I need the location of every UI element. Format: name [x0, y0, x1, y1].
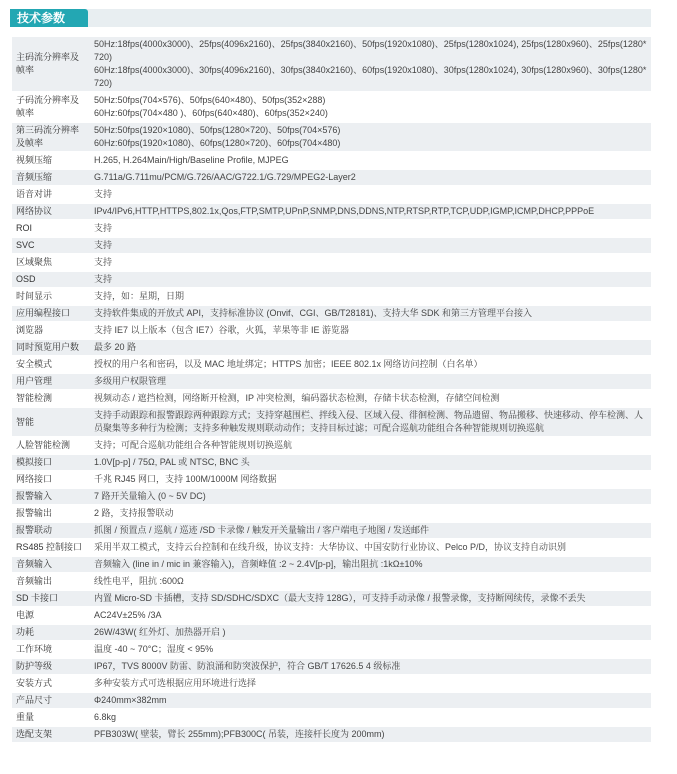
spec-row	[12, 693, 651, 708]
spec-value	[89, 608, 651, 623]
spec-value	[89, 591, 651, 606]
spec-row	[12, 391, 651, 406]
spec-value	[89, 676, 651, 691]
spec-label: 视频压缩	[12, 153, 89, 168]
spec-row	[12, 357, 651, 372]
spec-value	[89, 472, 651, 487]
spec-value	[89, 642, 651, 657]
spec-value-line: 线性电平，阻抗 :600Ω	[94, 576, 184, 586]
spec-value-line: 采用半双工模式，支持云台控制和在线升级，协议支持：大华协议、中国安防行业协议、Pelco P/D，协议支持自动识别	[94, 542, 567, 552]
spec-label: 网络协议	[12, 204, 89, 219]
spec-value-line: Φ240mm×382mm	[94, 695, 167, 705]
spec-row	[12, 323, 651, 338]
spec-value-line: AC24V±25% /3A	[94, 610, 162, 620]
spec-label: 音频输入	[12, 557, 89, 572]
spec-value-line: 2 路，支持报警联动	[94, 508, 174, 518]
spec-label: ROI	[12, 221, 89, 236]
spec-row	[12, 340, 651, 355]
spec-value-line: 7 路开关量输入 (0 ~ 5V DC)	[94, 491, 206, 501]
spec-value	[89, 455, 651, 470]
spec-value-line: 50Hz:50fps(1920×1080)、50fps(1280×720)、50fps(704×576)	[94, 125, 341, 135]
spec-value-line: 支持	[94, 257, 113, 267]
spec-value	[89, 391, 651, 406]
spec-label: RS485 控制接口	[12, 540, 89, 555]
spec-value	[89, 153, 651, 168]
spec-row	[12, 625, 651, 640]
spec-value-line: 音频输入 (line in / mic in 兼容输入)，音频峰值 :2 ~ 2.4V[p-p]，输出阻抗 :1kΩ±10%	[94, 559, 423, 569]
spec-value-line: 抓图 / 预置点 / 巡航 / 巡迹 /SD 卡录像 / 触发开关量输出 / 客户端电子地图 / 发送邮件	[94, 525, 430, 535]
spec-value	[89, 255, 651, 270]
spec-row	[12, 306, 651, 321]
spec-value-line: 支持	[94, 240, 113, 250]
spec-value	[89, 625, 651, 640]
spec-label: 时间显示	[12, 289, 89, 304]
spec-value-line: 授权的用户名和密码，以及 MAC 地址绑定；HTTPS 加密；IEEE 802.1x 网络访问控制（白名单）	[94, 359, 483, 369]
spec-label: 安全模式	[12, 357, 89, 372]
spec-value	[89, 506, 651, 521]
spec-value	[89, 238, 651, 253]
spec-value-line: 支持	[94, 189, 113, 199]
spec-label: 区域聚焦	[12, 255, 89, 270]
spec-label: 用户管理	[12, 374, 89, 389]
spec-row	[12, 676, 651, 691]
spec-label: 网络接口	[12, 472, 89, 487]
spec-value	[89, 204, 651, 219]
spec-value	[89, 574, 651, 589]
spec-value	[89, 123, 651, 151]
spec-value-line: 内置 Micro-SD 卡插槽，支持 SD/SDHC/SDXC（最大支持 128G），可支持手动录像 / 报警录像，支持断网续传，录像不丢失	[94, 593, 586, 603]
spec-row	[12, 408, 651, 436]
spec-label: 防护等级	[12, 659, 89, 674]
spec-value-line: 50Hz:50fps(704×576)、50fps(640×480)、50fps(352×288)	[94, 95, 326, 105]
spec-value-line: 1.0V[p-p] / 75Ω, PAL 或 NTSC, BNC 头	[94, 457, 250, 467]
spec-row	[12, 170, 651, 185]
spec-value-line: 支持 IE7 以上版本（包含 IE7）谷歌，火狐，苹果等非 IE 游览器	[94, 325, 350, 335]
spec-value-line: 多种安装方式可选根据应用环境进行选择	[94, 678, 257, 688]
spec-value	[89, 693, 651, 708]
spec-value	[89, 221, 651, 236]
spec-value	[89, 340, 651, 355]
spec-value	[89, 170, 651, 185]
spec-row	[12, 591, 651, 606]
spec-label: 产品尺寸	[12, 693, 89, 708]
spec-label: 同时预览用户数	[12, 340, 89, 355]
spec-value-line: PFB303W( 壁装，臂长 255mm);PFB300C( 吊装，连接杆长度为 200mm)	[94, 729, 385, 739]
spec-value-line: 支持	[94, 223, 113, 233]
spec-label: 电源	[12, 608, 89, 623]
spec-label: 重量	[12, 710, 89, 725]
spec-row	[12, 523, 651, 538]
spec-value-line: IP67，TVS 8000V 防雷、防浪涌和防突波保护，符合 GB/T 17626.5 4 级标准	[94, 661, 401, 671]
spec-label: OSD	[12, 272, 89, 287]
spec-row	[12, 272, 651, 287]
spec-value-line: 60Hz:18fps(4000x3000)、30fps(4096x2160)、30fps(3840x2160)、60fps(1920x1080)、30fps(1280x1024), 30fps(1280x960)、30fps(1280*720)	[94, 65, 647, 88]
spec-label: 语音对讲	[12, 187, 89, 202]
spec-value-line: 支持手动跟踪和报警跟踪两种跟踪方式；支持穿越围栏、拌线入侵、区域入侵、徘徊检测、物品遗留、物品搬移、快速移动、停车检测、人员聚集等多种行为检测；支持多种触发规则联动动作；支持目标过滤；可配合巡航功能组合各种智能规则切换巡航	[94, 410, 644, 433]
spec-row	[12, 93, 651, 121]
spec-value-line: 6.8kg	[94, 712, 117, 722]
spec-value	[89, 659, 651, 674]
spec-row	[12, 710, 651, 725]
spec-label: 报警输入	[12, 489, 89, 504]
spec-label: 功耗	[12, 625, 89, 640]
spec-value-line: 50Hz:18fps(4000x3000)、25fps(4096x2160)、25fps(3840x2160)、50fps(1920x1080)、25fps(1280x1024), 25fps(1280x960)、25fps(1280*720)	[94, 39, 647, 62]
spec-value	[89, 540, 651, 555]
spec-row	[12, 238, 651, 253]
spec-row	[12, 289, 651, 304]
spec-value	[89, 727, 651, 742]
spec-value-line: 支持	[94, 274, 113, 284]
spec-value-line: IPv4/IPv6,HTTP,HTTPS,802.1x,Qos,FTP,SMTP,UPnP,SNMP,DNS,DDNS,NTP,RTSP,RTP,TCP,UDP,IGMP,ICMP,DHCP,PPPoE	[94, 206, 595, 216]
spec-row	[12, 574, 651, 589]
spec-label: SVC	[12, 238, 89, 253]
spec-row	[12, 438, 651, 453]
spec-label: 工作环境	[12, 642, 89, 657]
spec-value-line: 千兆 RJ45 网口，支持 100M/1000M 网络数据	[94, 474, 277, 484]
spec-row	[12, 608, 651, 623]
spec-label: 主码流分辨率及帧率	[12, 37, 89, 91]
section-header-bar	[10, 9, 651, 27]
section-title: 技术参数	[10, 9, 88, 27]
spec-value-line: H.265, H.264Main/High/Baseline Profile, MJPEG	[94, 155, 289, 165]
spec-label: 音频输出	[12, 574, 89, 589]
spec-label: 智能检测	[12, 391, 89, 406]
spec-row	[12, 455, 651, 470]
spec-value	[89, 37, 651, 91]
spec-value-line: 60Hz:60fps(704×480 )、60fps(640×480)、60fps(352×240)	[94, 108, 328, 118]
spec-label: 子码流分辨率及帧率	[12, 93, 89, 121]
spec-label: 人脸智能检测	[12, 438, 89, 453]
spec-row	[12, 642, 651, 657]
spec-value-line: G.711a/G.711mu/PCM/G.726/AAC/G722.1/G.729/MPEG2-Layer2	[94, 172, 356, 182]
spec-value	[89, 710, 651, 725]
spec-row	[12, 727, 651, 742]
spec-row	[12, 472, 651, 487]
spec-value-line: 26W/43W( 红外灯、加热器开启 )	[94, 627, 226, 637]
spec-row	[12, 489, 651, 504]
spec-value	[89, 438, 651, 453]
spec-label: 应用编程接口	[12, 306, 89, 321]
spec-value	[89, 289, 651, 304]
spec-label: 音频压缩	[12, 170, 89, 185]
spec-value	[89, 306, 651, 321]
spec-value-line: 支持软件集成的开放式 API，支持标准协议 (Onvif、CGI、GB/T28181)、支持大华 SDK 和第三方管理平台接入	[94, 308, 533, 318]
spec-value	[89, 374, 651, 389]
spec-value	[89, 489, 651, 504]
spec-label: 浏览器	[12, 323, 89, 338]
spec-value-line: 支持，如：星期，日期	[94, 291, 185, 301]
spec-value	[89, 557, 651, 572]
spec-value	[89, 523, 651, 538]
spec-row	[12, 659, 651, 674]
spec-row	[12, 255, 651, 270]
spec-label: 报警输出	[12, 506, 89, 521]
spec-value-line: 视频动态 / 遮挡检测，网络断开检测，IP 冲突检测，编码器状态检测，存储卡状态检测，存储空间检测	[94, 393, 500, 403]
spec-value	[89, 93, 651, 121]
spec-value	[89, 272, 651, 287]
spec-value-line: 支持；可配合巡航功能组合各种智能规则切换巡航	[94, 440, 293, 450]
spec-value-line: 最多 20 路	[94, 342, 137, 352]
spec-label: 第三码流分辨率及帧率	[12, 123, 89, 151]
spec-label: 报警联动	[12, 523, 89, 538]
spec-row	[12, 557, 651, 572]
spec-row	[12, 204, 651, 219]
spec-row	[12, 37, 651, 91]
spec-label: SD 卡接口	[12, 591, 89, 606]
spec-value-line: 多级用户权限管理	[94, 376, 167, 386]
spec-row	[12, 540, 651, 555]
spec-value-line: 60Hz:60fps(1920×1080)、60fps(1280×720)、60fps(704×480)	[94, 138, 341, 148]
spec-row	[12, 221, 651, 236]
spec-label: 智能	[12, 408, 89, 436]
spec-row	[12, 187, 651, 202]
spec-label: 模拟接口	[12, 455, 89, 470]
spec-row	[12, 506, 651, 521]
spec-row	[12, 153, 651, 168]
spec-value	[89, 187, 651, 202]
spec-value	[89, 408, 651, 436]
spec-value-line: 温度 -40 ~ 70°C；湿度 < 95%	[94, 644, 214, 654]
spec-label: 安装方式	[12, 676, 89, 691]
spec-row	[12, 123, 651, 151]
spec-label: 选配支架	[12, 727, 89, 742]
spec-value	[89, 323, 651, 338]
spec-value	[89, 357, 651, 372]
spec-row	[12, 374, 651, 389]
spec-table	[12, 35, 651, 744]
